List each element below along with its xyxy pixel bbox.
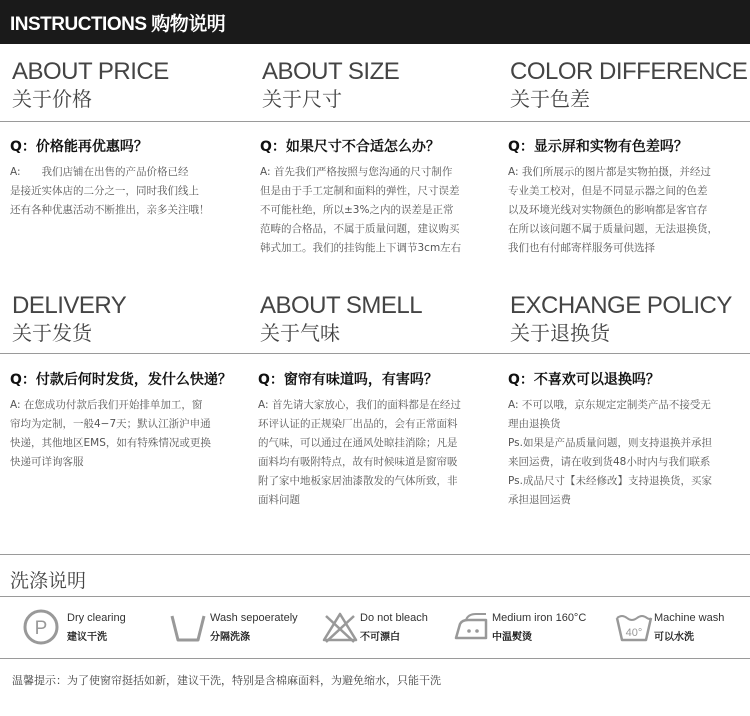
answer-line: 面料问题 — [258, 494, 300, 506]
answer-line: 还有各种优惠活动不断推出，亲多关注哦！ — [10, 204, 210, 216]
question: Q：窗帘有味道吗，有害吗？ — [258, 372, 438, 388]
answer-line: 附了家中地板家居油漆散发的气体所致，非 — [258, 475, 458, 487]
section-title-zh: 关于气味 — [260, 321, 340, 345]
answer-line: 环评认证的正规染厂出品的，会有正常面料 — [258, 418, 458, 430]
warm-tip: 温馨提示：为了使窗帘挺括如新，建议干洗，特别是含棉麻面料，为避免缩水，只能干洗 — [12, 674, 441, 687]
answer-line: 理由退换货 — [508, 418, 561, 430]
section-color-difference-title — [510, 58, 748, 112]
section-exchange-policy-title — [510, 292, 745, 346]
answer-line: 快递，其他地区EMS，如有特殊情况或更换 — [10, 437, 211, 449]
wash-item-machine-wash — [614, 608, 746, 648]
section-exchange-policy-qa — [508, 370, 743, 510]
wash-label-zh: 分隔洗涤 — [210, 632, 250, 643]
answer-line: A: 不可以哦，京东规定定制类产品不接受无 — [508, 399, 711, 411]
answer-line: Ps.成品尺寸【未经修改】支持退换货，买家 — [508, 475, 712, 487]
section-title-en: ABOUT SMELL — [260, 292, 423, 319]
machine-wash-40-icon — [614, 608, 654, 646]
section-title-en: COLOR DIFFERENCE — [510, 58, 748, 85]
answer-line: 我们也有付邮寄样服务可供选择 — [508, 242, 655, 254]
section-title-zh: 关于色差 — [510, 87, 590, 111]
section-about-smell-title — [260, 292, 495, 346]
answer — [508, 163, 743, 258]
answer — [258, 396, 493, 510]
answer-line: 韩式加工。我们的挂钩能上下调节3cm左右 — [260, 242, 462, 254]
section-about-size-qa — [260, 137, 495, 258]
section-title-zh: 关于发货 — [12, 321, 92, 345]
answer-line: A: 我们店铺在出售的产品价格已经 — [10, 166, 189, 178]
wash-item-wash-separately — [168, 608, 308, 648]
answer-line: 帘均为定制，一般4−7天；默认江浙沪申通 — [10, 418, 211, 430]
wash-label-en: Dry clearing — [67, 612, 126, 624]
answer-line: 但是由于手工定制和面料的弹性，尺寸误差 — [260, 185, 460, 197]
answer — [260, 163, 495, 258]
divider — [0, 121, 750, 122]
answer-line: 专业美工校对，但是不同显示器之间的色差 — [508, 185, 708, 197]
svg-text:P: P — [34, 618, 48, 639]
answer-line: 不可能杜绝，所以±3%之内的误差是正常 — [260, 204, 454, 216]
wash-label-en: Wash sepoerately — [210, 612, 298, 624]
section-delivery-qa — [10, 370, 245, 472]
wash-item-iron — [452, 608, 602, 648]
section-title-en: ABOUT PRICE — [12, 58, 169, 85]
section-about-price-title — [12, 58, 247, 112]
wash-label-zh: 建议干洗 — [67, 632, 107, 643]
header-bar — [0, 0, 750, 44]
section-title-en: ABOUT SIZE — [262, 58, 400, 85]
dry-clean-icon — [22, 608, 62, 646]
divider — [0, 596, 750, 597]
answer — [508, 396, 743, 510]
answer-line: Ps.如果是产品质量问题，则支持退换并承担 — [508, 437, 712, 449]
answer-line: 面料均有吸附特点，故有时候味道是窗帘吸 — [258, 456, 458, 468]
answer-line: A: 首先请大家放心，我们的面料都是在经过 — [258, 399, 461, 411]
page-title: INSTRUCTIONS 购物说明 — [10, 14, 226, 35]
section-about-size-title — [262, 58, 497, 112]
wash-label-zh: 可以水洗 — [654, 632, 694, 643]
divider — [0, 658, 750, 659]
answer — [10, 396, 245, 472]
answer-line: A: 首先我们严格按照与您沟通的尺寸制作 — [260, 166, 453, 178]
no-bleach-icon — [320, 608, 360, 646]
section-title-en: DELIVERY — [12, 292, 127, 319]
section-title-zh: 关于退换货 — [510, 321, 610, 345]
wash-item-no-bleach — [320, 608, 440, 648]
question: Q：显示屏和实物有色差吗？ — [508, 139, 688, 155]
question: Q：如果尺寸不合适怎么办？ — [260, 139, 440, 155]
section-title-en: EXCHANGE POLICY — [510, 292, 732, 319]
divider — [0, 554, 750, 555]
answer — [10, 163, 245, 220]
answer-line: 来回运费，请在收到货48小时内与我们联系 — [508, 456, 711, 468]
divider — [0, 353, 750, 354]
answer-line: 承担退回运费 — [508, 494, 571, 506]
wash-label-en: Medium iron 160°C — [492, 612, 587, 624]
hand-wash-tub-icon — [168, 608, 208, 646]
answer-line: A: 在您成功付款后我们开始排单加工，窗 — [10, 399, 203, 411]
iron-medium-icon — [452, 608, 492, 646]
answer-line: 是接近实体店的二分之一，同时我们线上 — [10, 185, 199, 197]
answer-line: 快递可详询客服 — [10, 456, 84, 468]
wash-label-zh: 不可漂白 — [360, 632, 400, 643]
wash-label-en: Do not bleach — [360, 612, 428, 624]
answer-line: 在所以该问题不属于质量问题，无法退换货， — [508, 223, 718, 235]
question: Q：不喜欢可以退换吗？ — [508, 372, 660, 388]
section-about-smell-qa — [258, 370, 493, 510]
wash-temp-label: 40° — [625, 627, 643, 639]
section-about-price-qa — [10, 137, 245, 220]
wash-label-en: Machine wash — [654, 612, 725, 624]
answer-line: 的气味，可以通过在通风处晾挂消除；凡是 — [258, 437, 458, 449]
section-color-difference-qa — [508, 137, 743, 258]
section-delivery-title — [12, 292, 247, 346]
section-title-zh: 关于尺寸 — [262, 87, 342, 111]
wash-label-zh: 中温熨烫 — [492, 632, 532, 643]
answer-line: A: 我们所展示的图片都是实物拍摄，并经过 — [508, 166, 711, 178]
answer-line: 范畴的合格品，不属于质量问题，建议购买 — [260, 223, 460, 235]
question: Q：价格能再优惠吗？ — [10, 139, 148, 155]
answer-line: 以及环境光线对实物颜色的影响都是客官存 — [508, 204, 708, 216]
section-title-zh: 关于价格 — [12, 87, 92, 111]
wash-item-dry-clean — [22, 608, 152, 648]
wash-instructions-title: 洗涤说明 — [10, 570, 87, 592]
question: Q：付款后何时发货，发什么快递？ — [10, 372, 232, 388]
